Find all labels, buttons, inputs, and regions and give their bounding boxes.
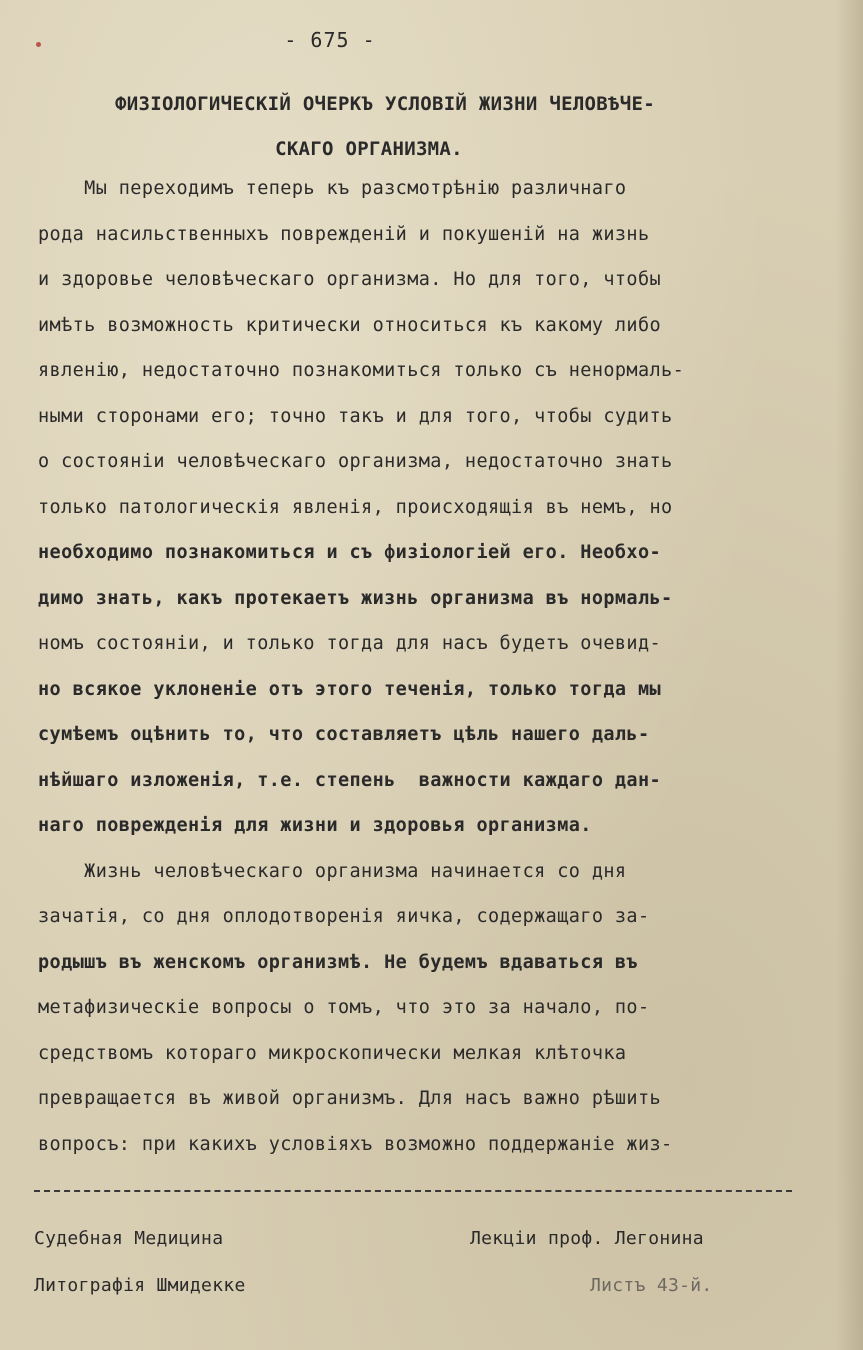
body-line: о состояніи человѣческаго организма, недостаточно знать [38,451,673,472]
body-line: зачатія, со дня оплодотворенія яичка, содержащаго за- [38,906,650,927]
body-line: превращается въ живой организмъ. Для насъ важно рѣшить [38,1088,662,1109]
body-line: сумѣемъ оцѣнить то, что составляетъ цѣль нашего даль- [38,724,650,745]
title-line-1: ФИЗІОЛОГИЧЕСКІЙ ОЧЕРКЪ УСЛОВІЙ ЖИЗНИ ЧЕЛОВѢЧЕ- [115,93,655,115]
footer-divider [34,1190,792,1192]
body-line: рода насильственныхъ поврежденій и покушеній на жизнь [38,224,650,245]
footer-printer: Литографія Шмидекке [34,1275,246,1296]
body-line: метафизическіе вопросы о томъ, что это за начало, по- [38,997,650,1018]
body-line: средствомъ котораго микроскопически мелкая клѣточка [38,1043,627,1064]
page-edge-shadow [835,0,863,1350]
body-line: явленію, недостаточно познакомиться только съ ненормаль- [38,360,685,381]
title-line-2: СКАГО ОРГАНИЗМА. [275,138,463,160]
footer-sheet-number: Листъ 43-й. [590,1275,713,1296]
body-line: наго поврежденія для жизни и здоровья организма. [38,815,592,836]
body-line: и здоровье человѣческаго организма. Но для того, чтобы [38,269,662,290]
body-line: только патологическія явленія, происходящія въ немъ, но [38,497,673,518]
body-line: ными сторонами его; точно такъ и для того, чтобы судить [38,406,673,427]
body-line: Жизнь человѣческаго организма начинается со дня [38,861,627,882]
footer-lecturer: Лекціи проф. Легонина [470,1228,704,1249]
body-line: имѣть возможность критически относиться къ какому либо [38,315,662,336]
body-line: родышъ въ женскомъ организмѣ. Не будемъ вдаваться въ [38,952,638,973]
body-line: Мы переходимъ теперь къ разсмотрѣнію различнаго [38,178,627,199]
body-line: димо знать, какъ протекаетъ жизнь организма въ нормаль- [38,588,673,609]
page-number: - 675 - [284,28,376,52]
body-line: номъ состояніи, и только тогда для насъ будетъ очевид- [38,633,662,654]
body-line: нѣйшаго изложенія, т.е. степень важности каждаго дан- [38,770,662,791]
body-line: но всякое уклоненіе отъ этого теченія, только тогда мы [38,679,662,700]
footer-subject: Судебная Медицина [34,1228,224,1249]
body-line: вопросъ: при какихъ условіяхъ возможно поддержаніе жиз- [38,1134,673,1155]
body-line: необходимо познакомиться и съ физіологіей его. Необхо- [38,542,662,563]
